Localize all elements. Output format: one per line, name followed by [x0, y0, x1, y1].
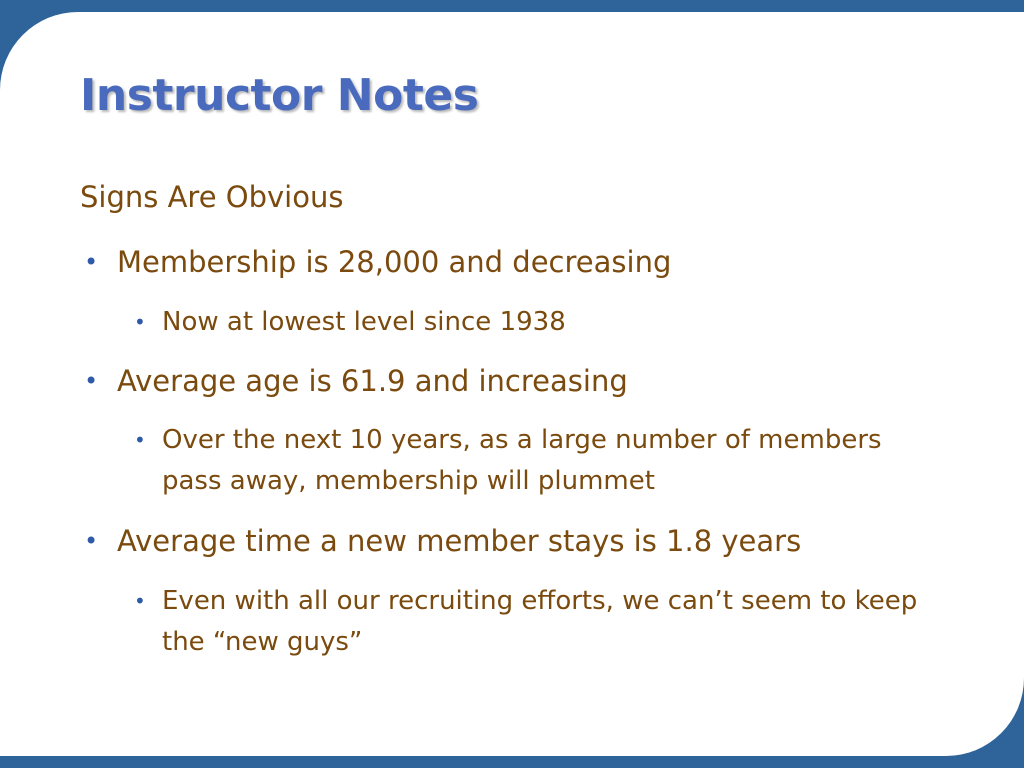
sub-bullet-item-2 — [134, 420, 922, 502]
sub-bullet-item-3 — [134, 581, 922, 663]
sub-bullet-text: Even with all our recruiting efforts, we can’t seem to keep the “new guys” — [162, 586, 918, 657]
bullet-text: Average age is 61.9 and increasing — [117, 364, 628, 398]
sub-bullet-icon: • — [134, 310, 146, 334]
bullet-item-3 — [84, 521, 802, 561]
bullet-icon: • — [84, 527, 99, 555]
slide-title: Instructor Notes — [80, 70, 479, 121]
sub-bullet-item-1 — [134, 302, 922, 343]
bullet-text: Membership is 28,000 and decreasing — [117, 245, 672, 279]
bullet-icon: • — [84, 367, 99, 395]
sub-bullet-icon: • — [134, 428, 146, 452]
sub-bullet-icon: • — [134, 589, 146, 613]
sub-bullet-text: Now at lowest level since 1938 — [162, 307, 566, 337]
bullet-item-1 — [84, 242, 672, 282]
bullet-text: Average time a new member stays is 1.8 years — [117, 524, 802, 558]
bullet-icon: • — [84, 248, 99, 276]
sub-bullet-text: Over the next 10 years, as a large number of members pass away, membership will plummet — [162, 425, 882, 496]
bullet-item-2 — [84, 361, 628, 401]
slide-subheading: Signs Are Obvious — [80, 180, 344, 214]
